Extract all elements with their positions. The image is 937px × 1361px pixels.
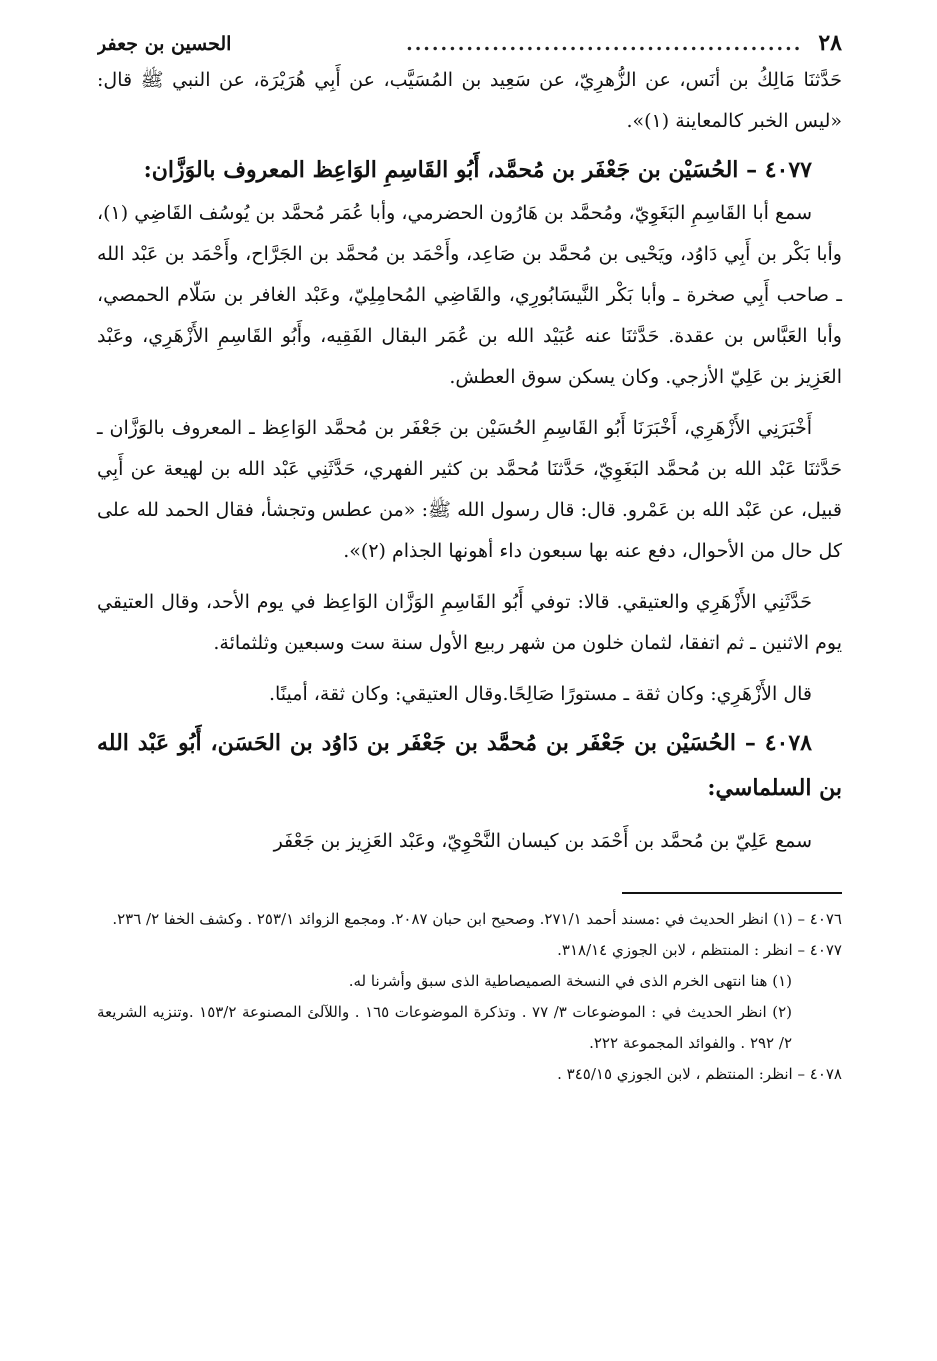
footnote-4078: ٤٠٧٨ – انظر: المنتظم ، لابن الجوزي ٣٤٥/١٥ . <box>557 1065 842 1083</box>
footnote-separator <box>622 892 842 894</box>
paragraph-4078-biography: سمع عَلِيّ بن مُحمَّد بن أَحْمَد بن كيسان النَّحْوِيّ، وعَبْد العَزِيز بن جَعْفَر <box>273 830 812 852</box>
footnote-4077-2: (٢) انظر الحديث في : الموضوعات ٣/ ٧٧ . وتذكرة الموضوعات ١٦٥ . واللآلئ المصنوعة ١٥٣/٢ .وتنزيه الشريعة ٢/ ٢٩٢ . والفوائد المجموعة ٢٢٢. <box>97 1003 792 1052</box>
entry-heading-4078: ٤٠٧٨ – الحُسَيْن بن جَعْفَر بن مُحمَّد بن جَعْفَر بن دَاوُد بن الحَسَن، أَبُو عَبْد الله بن السلماسي: <box>97 730 842 801</box>
book-page <box>97 30 842 1090</box>
paragraph-4077-biography: سمع أبا القَاسِمِ البَغَوِيّ، ومُحمَّد بن هَارُون الحضرمي، وأبا عُمَر مُحمَّد بن يُوسُف القَاضِي (١)، وأبا بَكْر بن أَبِي دَاوُد، ويَحْيى بن مُحمَّد بن صَاعِد، وأَحْمَد بن مُحمَّد بن الجَرَّاح، وأَحْمَد بن عَبْد الله ـ صاحب أَبِي صخرة ـ وأبا بَكْر النَّيسَابُورِي، والقَاضِي المُحامِلِيّ، وعَبْد الغافر بن سَلّام الحمصي، وأبا العَبَّاس بن عقدة. حَدَّثنَا عنه عُبَيْد الله بن عُمَر البقال الفَقِيه، وأَبُو القَاسِمِ الأَزْهَرِي، وعَبْد العَزِيز بن عَلِيّ الأزجي. وكان يسكن سوق العطش. <box>97 202 842 388</box>
page-number: ٢٨ <box>818 30 842 56</box>
footnote-4076: ٤٠٧٦ – (١) انظر الحديث في :مسند أحمد ٢٧١/١. وصحيح ابن حبان ٢٠٨٧. ومجمع الزوائد ٢٥٣/١ . وكشف الخفا ٢/ ٢٣٦. <box>112 910 842 928</box>
running-header <box>97 30 842 60</box>
running-title: الحسين بن جعفر <box>97 33 232 55</box>
paragraph-4077-death: حَدَّثَنِي الأَزْهَرِي والعتيقي. قالا: توفي أَبُو القَاسِمِ الوَزَّان الوَاعِظ في يوم الأحد، وقال العتيقي يوم الاثنين ـ ثم اتفقا، لثمان خلون من شهر ربيع الأول سنة ست وسبعين وثلثمائة. <box>97 591 842 654</box>
entry-heading-4077: ٤٠٧٧ – الحُسَيْن بن جَعْفَر بن مُحمَّد، أَبُو القَاسِمِ الوَاعِظ المعروف بالوَزَّان: <box>143 157 812 183</box>
header-leader-dots: .............................................. <box>406 33 803 55</box>
footnote-4077: ٤٠٧٧ – انظر : المنتظم ، لابن الجوزي ٣١٨/١٤. <box>557 941 842 959</box>
footnotes <box>97 904 842 1090</box>
paragraph-4077-hadith: أَخْبَرَنِي الأَزْهَرِي، أَخْبَرَنَا أَبُو القَاسِمِ الحُسَيْن بن جَعْفَر بن مُحمَّد الوَاعِظ ـ المعروف بالوَزَّان ـ حَدَّثنَا عَبْد الله بن مُحمَّد البَغَوِيّ، حَدَّثنَا مُحمَّد بن كثير الفهري، حَدَّثَنِي عَبْد الله بن لهيعة عن أَبِي قبيل، عن عَبْد الله بن عَمْرو. قال: قال رسول الله ﷺ: «من عطس وتجشأ، فقال الحمد لله على كل حال من الأحوال، دفع عنه بها سبعون داء أهونها الجذام (٢)». <box>97 417 843 562</box>
paragraph-4077-grading: قال الأَزْهَرِي: وكان ثقة ـ مستورًا صَالِحًا.وقال العتيقي: وكان ثقة، أمينًا. <box>268 683 812 705</box>
paragraph-hadith-continuation: حَدَّثنَا مَالِكُ بن أنَس، عن الزُّهرِيّ، عن سَعِيد بن المُسَيَّب، عن أَبِي هُرَيْرَة، عن النبي ﷺ قال: «ليس الخبر كالمعاينة (١)». <box>97 69 842 132</box>
footnote-4077-1: (١) هنا انتهى الخرم الذى في النسخة الصميصاطية الذى سبق وأشرنا له. <box>348 972 792 990</box>
